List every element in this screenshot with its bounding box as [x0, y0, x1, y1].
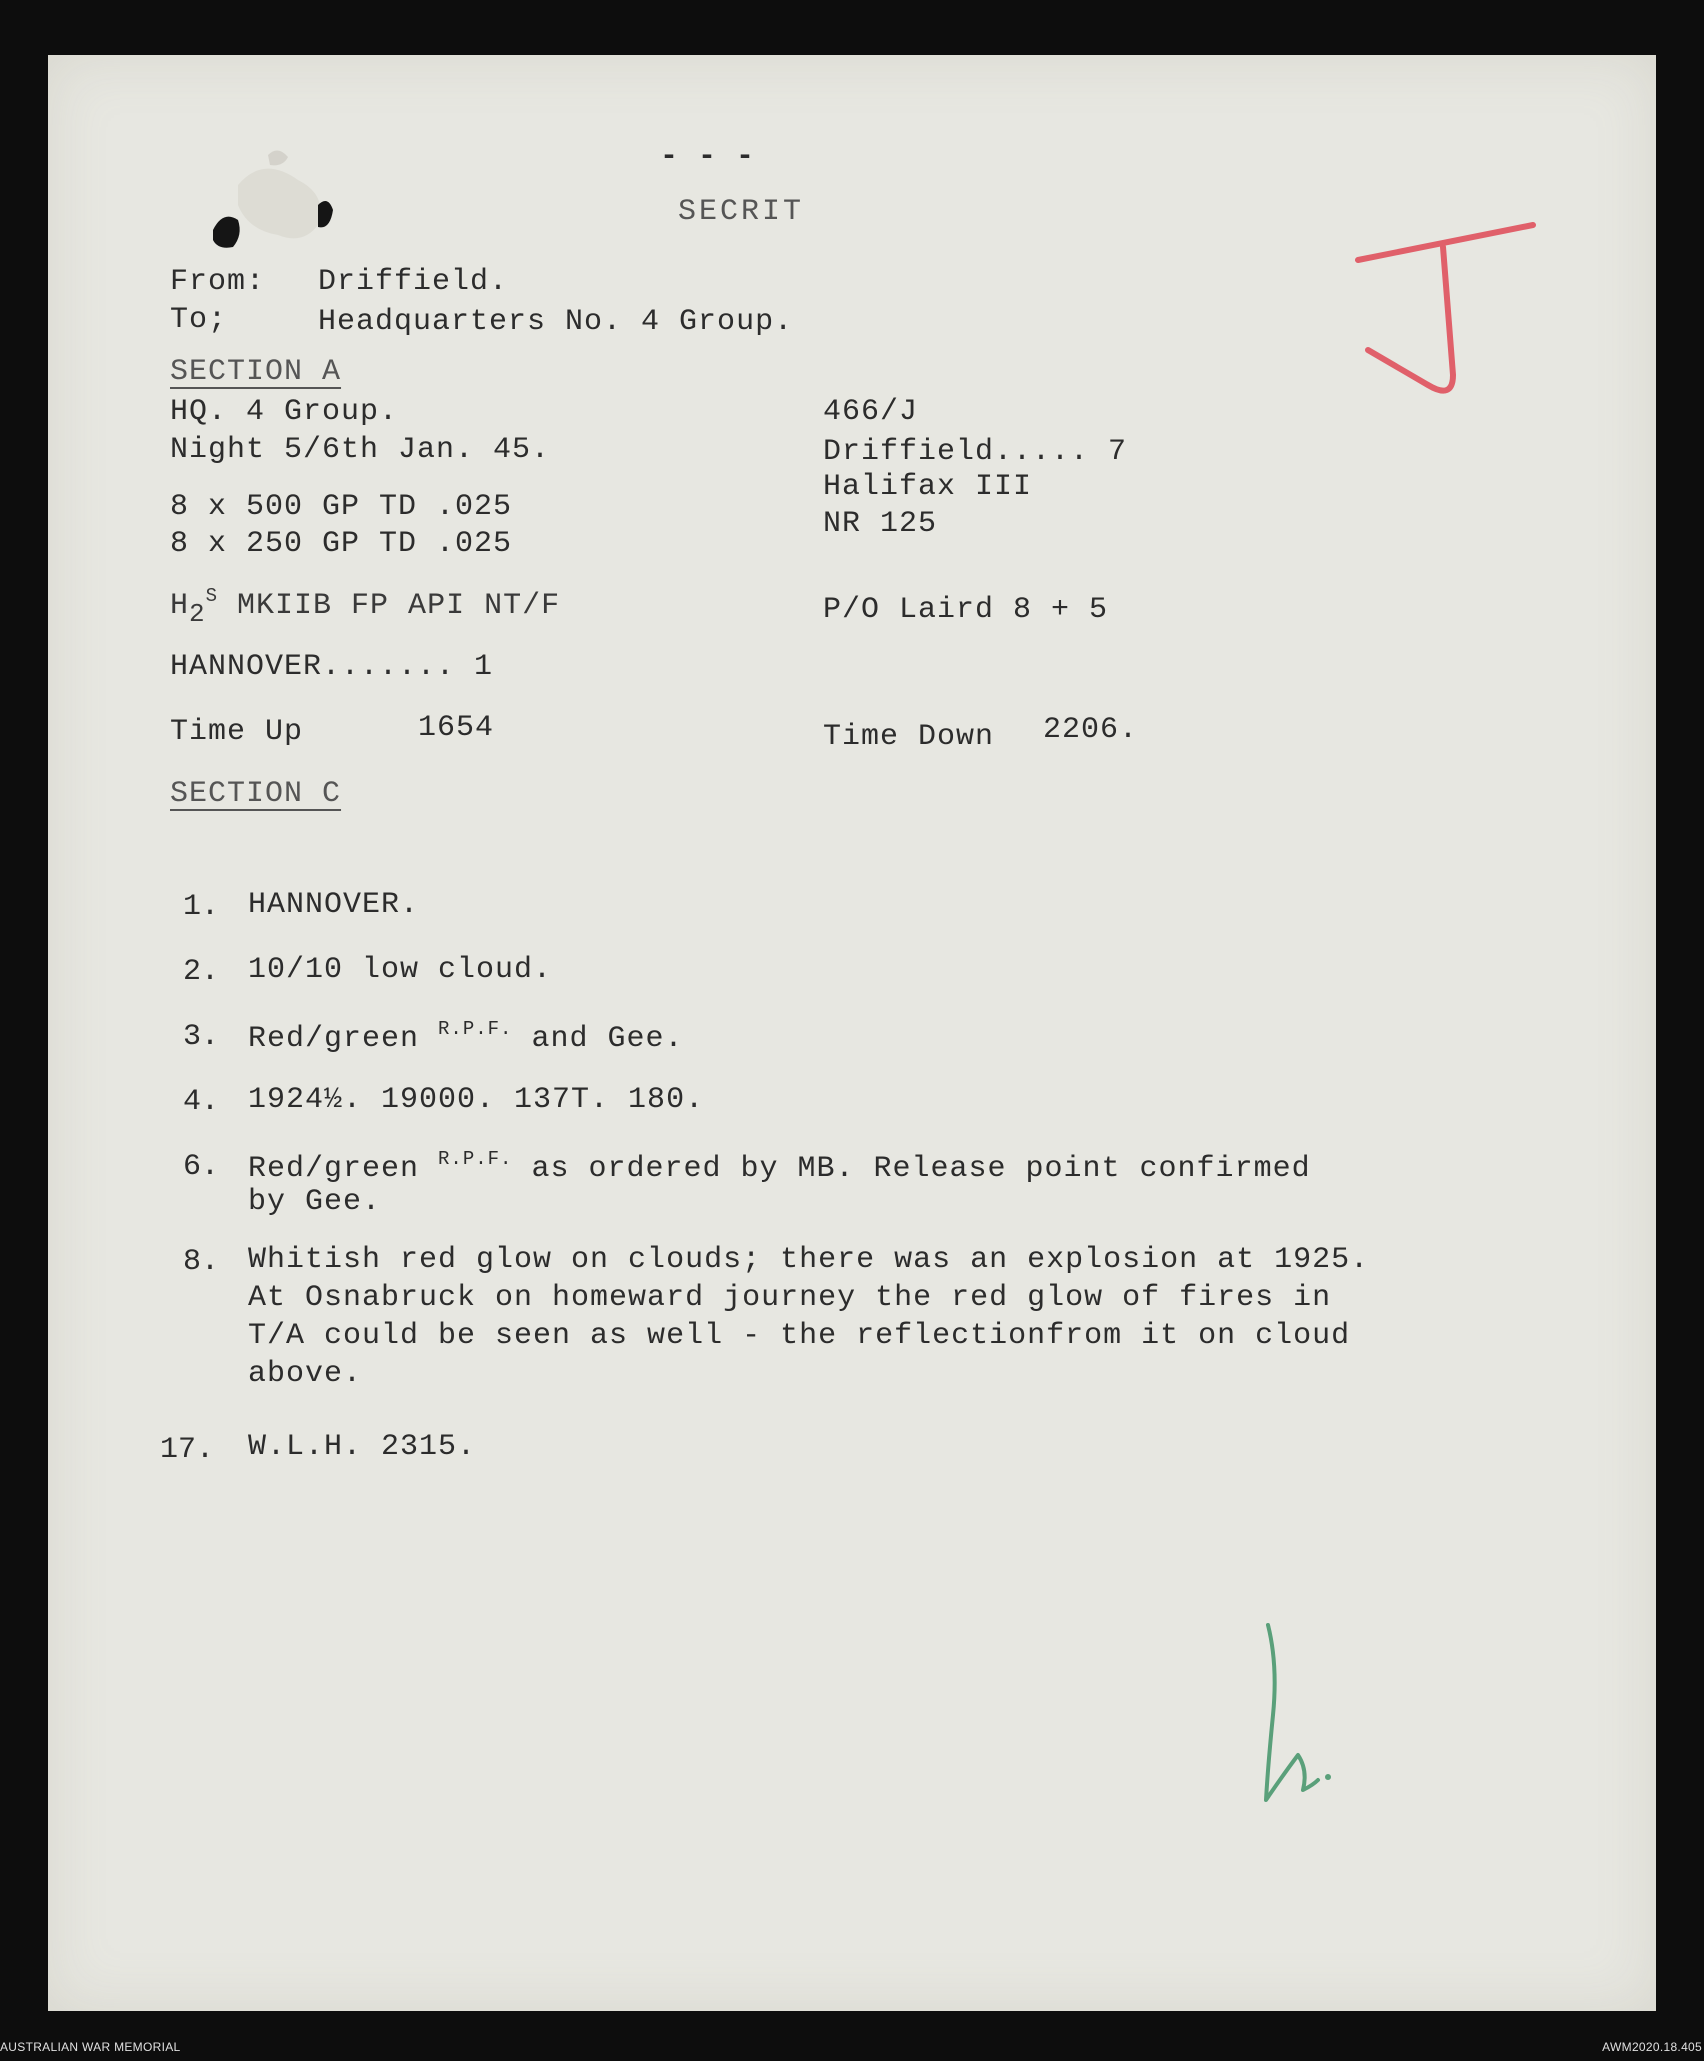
item-text-pre: Red/green [248, 1022, 439, 1056]
header-dash-mark: - - - [660, 140, 756, 174]
time-up-label: Time Up [170, 715, 304, 749]
item-text: HANNOVER. [248, 888, 420, 922]
section-a-heading: SECTION A [170, 355, 342, 389]
equipment-prefix: H [170, 589, 190, 623]
target-line: HANNOVER....... 1 [170, 650, 494, 684]
bomb-load-2: 8 x 250 GP TD .025 [170, 527, 513, 561]
from-label: From: [170, 265, 266, 299]
time-down-value: 2206. [1043, 713, 1139, 747]
item-text-pre: Red/green [248, 1152, 439, 1186]
item-text-sup: R.P.F. [438, 1148, 513, 1170]
red-j-text: J [1303, 192, 1313, 210]
reference-number: 466/J [823, 395, 919, 429]
item-text: T/A could be seen as well - the reflectionfrom it on cloud [248, 1319, 1351, 1353]
to-label: To; [170, 303, 228, 337]
item-text-post: and Gee. [512, 1022, 684, 1056]
equipment-subscript: 2 [189, 599, 206, 629]
item-number: 4. [183, 1085, 220, 1119]
item-number: 6. [183, 1150, 220, 1184]
footer-source: AUSTRALIAN WAR MEMORIAL [0, 2040, 181, 2054]
item-number: 17. [160, 1433, 215, 1467]
item-text: 10/10 low cloud. [248, 953, 553, 987]
station-line: Driffield..... 7 [823, 435, 1128, 469]
night-line: Night 5/6th Jan. 45. [170, 433, 551, 467]
item-number: 3. [183, 1020, 220, 1054]
item-text: At Osnabruck on homeward journey the red glow of fires in [248, 1281, 1332, 1315]
equipment-superscript: S [205, 585, 219, 607]
time-up-value: 1654 [418, 711, 495, 745]
item-text-sup: R.P.F. [438, 1018, 513, 1040]
document-page [48, 55, 1656, 2011]
from-value: Driffield. [318, 265, 509, 299]
classification-label: SECRIT [678, 195, 805, 229]
item-text: above. [248, 1357, 363, 1391]
item-text-post: as ordered by MB. Release point confirmed [512, 1152, 1311, 1186]
item-number: 8. [183, 1245, 220, 1279]
item-text: 1924½. 19000. 137T. 180. [248, 1083, 705, 1117]
bomb-load-1: 8 x 500 GP TD .025 [170, 490, 513, 524]
item-text: Whitish red glow on clouds; there was an explosion at 1925. [248, 1243, 1370, 1277]
green-initials-signature [1198, 1605, 1348, 1815]
equipment-rest: MKIIB FP API NT/F [218, 589, 561, 623]
item-text-line2: by Gee. [248, 1185, 382, 1219]
aircraft-type: Halifax III [823, 470, 1033, 504]
footer-accession: AWM2020.18.405 [1602, 2040, 1702, 2054]
item-text [248, 1148, 1311, 1186]
item-number: 2. [183, 955, 220, 989]
group-line: HQ. 4 Group. [170, 395, 399, 429]
red-j-mark [1303, 192, 1543, 405]
item-text: W.L.H. 2315. [248, 1430, 477, 1464]
equipment-line [170, 585, 560, 629]
crew-line: P/O Laird 8 + 5 [823, 593, 1109, 627]
aircraft-serial: NR 125 [823, 507, 938, 541]
time-down-label: Time Down [823, 720, 995, 754]
item-number: 1. [183, 890, 220, 924]
section-c-heading: SECTION C [170, 777, 342, 811]
item-text [248, 1018, 683, 1056]
to-value: Headquarters No. 4 Group. [318, 305, 794, 339]
